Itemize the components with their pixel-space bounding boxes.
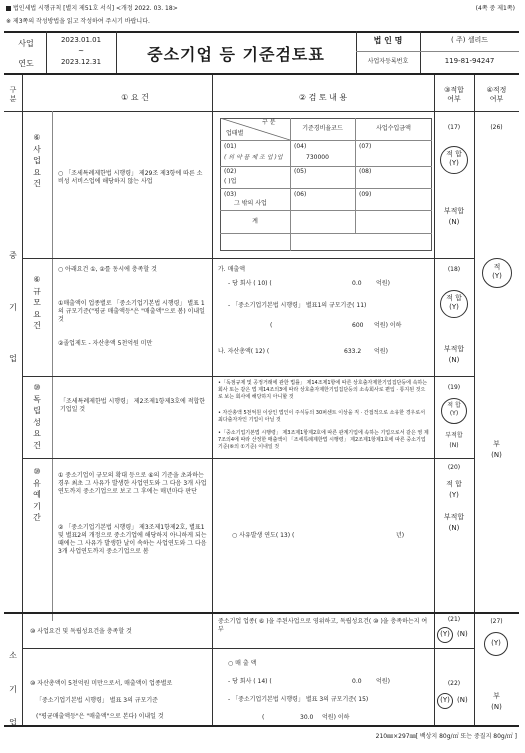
row-total: 계 [252, 218, 258, 225]
independence-requirement-label: ⑩ 독 립 성 요 건 [33, 383, 41, 450]
sme-adequacy-no: (26) [490, 124, 503, 131]
table-corner-top: 구 분 [262, 119, 276, 126]
small-fit2-n: (N) [457, 696, 468, 704]
small-fit1-no: (21) [447, 616, 461, 623]
row3-code-no: (06) [294, 191, 307, 198]
row3-no: (03) [224, 191, 237, 198]
scale-req-2: ①매출액이 업종별로 「중소기업기본법 시행령」 별표 1의 규모기준("평균 매출액등"은 "매출액"으로 봄) 이내일 것 [58, 300, 205, 324]
sme-adequacy-no-label: 부 [493, 440, 500, 448]
corp-name-label: 법 인 명 [373, 36, 403, 45]
scale-sales-label: 가. 매출액 [218, 266, 245, 273]
page-title: 중소기업 등 기준검토표 [147, 45, 325, 64]
business-fit-ok: 적 합 [446, 150, 462, 158]
row1-code-no: (04) [294, 143, 307, 150]
small-req-2a: ⑩ 자산총액이 5천억원 미만으로서, 매출액이 업종별로 [30, 680, 173, 687]
grace-fit-y: (Y) [449, 491, 459, 499]
grace-req-2: ② 「중소기업기본법 시행령」 제3조제1항제2호, 별표1 및 별표2의 개정으로 중소기업에 해당하지 아니하게 되는 때에는 그 사유가 발생한 날이 속하는 사업연도와 그 다음 3개 사업연도까지 중소기업으로 봄 [58, 524, 207, 556]
small-std-line: - 「중소기업기본법 시행령」 별표 3의 규모기준( 15) [228, 696, 369, 703]
scale-std-open: ( [270, 322, 273, 329]
small-sales-line: - 당 회사 ( 14) ( [228, 678, 272, 685]
small-adequacy-ng: 부 [493, 692, 500, 700]
year-from: 2023.01.01 [60, 36, 102, 44]
indep-unfit-n: (N) [449, 442, 459, 449]
indep-fit-no: (19) [447, 384, 461, 391]
sme-adequacy-ok: 적 [493, 263, 501, 271]
grace-fit-ok: 적 합 [446, 480, 462, 488]
fiscal-year-label: 사업 연도 [18, 39, 34, 69]
row1-no: (01) [224, 143, 237, 150]
small-sales-unit: 억원) [376, 678, 390, 685]
grace-review: ○ 사유발생 연도( 13) ( [232, 532, 295, 539]
scale-sales-line: - 당 회사 ( 10) ( [228, 280, 272, 287]
table-corner-bottom: 업태별 [226, 130, 244, 137]
grace-review-close: 년) [396, 532, 405, 539]
small-adequacy-n: (N) [491, 703, 502, 711]
scale-std-unit: 억원) 이하 [374, 322, 402, 329]
small-review-1: 중소기업 업종( ⑥ )을 주된사업으로 영위하고, 독립성요건( ⑩ )을 충족하는지 여부 [218, 618, 428, 634]
law-reference-text: 법인세법 시행규칙 [별지 제51호 서식] <개정 2022. 03. 18> [13, 5, 178, 12]
indep-fit-ok: 적 합 [447, 402, 461, 409]
col-requirement-header: ① 요 건 [121, 93, 149, 102]
scale-sales-unit: 억원) [376, 280, 390, 287]
business-unfit: 부적합 [443, 207, 465, 215]
grace-period-label: ⑩ 유 예 기 간 [33, 467, 41, 523]
indep-fit-circle [441, 398, 467, 424]
row1-amount-no: (07) [359, 143, 372, 150]
sme-adequacy-n: (N) [491, 451, 502, 459]
business-fit-y: (Y) [449, 159, 459, 168]
independence-req: 「조세특례제한법 시행령」 제2조제1항제3호에 적합한 기업일 것 [60, 398, 206, 414]
col-fit-header: ③적합 여부 [444, 86, 464, 104]
year-separator: ~ [78, 47, 84, 55]
section-small-label: 소 기 업 [9, 651, 17, 728]
square-bullet-icon [6, 6, 11, 11]
indep-unfit: 부적합 [445, 432, 463, 439]
scale-fit-y: (Y) [449, 303, 459, 312]
row2-amount-no: (08) [359, 168, 372, 175]
grace-req-1: ① 중소기업이 규모의 확대 등으로 ⑥의 기준을 초과하는 경우 최초 그 사유가 발생한 사업연도와 그 다음 3개 사업연도까지 중소기업으로 보고 그 후에는 매년마다 판단 [58, 472, 207, 496]
small-fit1-n: (N) [457, 630, 468, 638]
business-fit-circle [440, 146, 468, 174]
business-fit-no: (17) [447, 124, 461, 131]
head-code: 기준경비율코드 [302, 125, 343, 132]
scale-asset-value: 633.2 [344, 348, 362, 355]
grace-fit-no: (20) [447, 464, 461, 471]
scale-req-1: ○ 아래요건 ①, ②를 동시에 충족할 것 [58, 266, 157, 273]
scale-fit-no: (18) [447, 266, 461, 273]
independence-review-2: • 자산총액 5천억원 이상인 법인이 주식등의 30퍼센트 이상을 직 · 간접적으로 소유한 경우로서 최다출자자인 기업이 아닐 것 [218, 410, 426, 423]
biz-no-label: 사업자등록번호 [367, 58, 409, 65]
small-fit2-no: (22) [447, 680, 461, 687]
small-std-unit: 억원) 이하 [322, 714, 350, 721]
small-sales-label: ○ 매 출 액 [228, 660, 257, 667]
scale-requirement-label: ⑥ 규 모 요 건 [33, 275, 41, 331]
col-category-header: 구 분 [9, 86, 17, 104]
business-requirement-text: ○ 「조세특례제한법 시행령」 제29조 제3항에 따른 소비성 서비스업에 해당하지 않는 사업 [58, 170, 203, 186]
row2-industry: ( )업 [224, 178, 237, 185]
small-fit2-y: (Y) [437, 693, 453, 709]
row3-amount-no: (09) [359, 191, 372, 198]
paper-spec-footer: 210㎜×297㎜[ 백상지 80g/㎡ 또는 중질지 80g/㎡ ] [375, 733, 517, 740]
corp-name-value: ( 주) 셀리드 [451, 36, 488, 44]
small-std-open: ( [262, 714, 265, 721]
grace-unfit-n: (N) [448, 524, 460, 532]
col-adequacy-header: ④적정 여부 [486, 86, 507, 104]
small-fit1-y: (Y) [437, 627, 453, 643]
indep-fit-y: (Y) [449, 410, 459, 418]
scale-asset-unit: 억원) [374, 348, 388, 355]
sme-adequacy-y: (Y) [492, 272, 502, 281]
scale-req-3: ②졸업제도 - 자산총액 5천억원 미만 [58, 340, 153, 347]
row2-code-no: (05) [294, 168, 307, 175]
row1-code-value: 730000 [306, 154, 329, 161]
section-sme-label: 중 기 업 [9, 251, 17, 364]
biz-no-value: 119-81-94247 [444, 57, 495, 65]
scale-sales-value: 0.0 [352, 280, 362, 287]
row1-industry-text: ( 의 약 품 제 조 업 )업 [224, 154, 283, 161]
scale-fit-circle [440, 290, 468, 318]
independence-review-1: •「독점규제 및 공정거래에 관한 법률」 제14조제1항에 따른 상호출자제한기업집단등에 속하는 회사 또는 같은 법 제14조의3에 따라 상호출자제한기업집단등의 소속회사로 편입 · 통지된 것으로 보는 회사에 해당하지 아니할 것 [218, 380, 428, 400]
law-reference [6, 5, 178, 13]
sme-adequacy-circle [482, 258, 512, 288]
scale-std-line: - 「중소기업기본법 시행령」 별표1의 규모기준( 11) [228, 302, 367, 309]
instruction-note: ※ 제3쪽의 작성방법을 읽고 작성하여 주시기 바랍니다. [6, 18, 150, 25]
scale-unfit-n: (N) [448, 356, 460, 364]
small-req-1: ⑩ 사업요건 및 독립성요건을 충족할 것 [30, 628, 132, 635]
row2-no: (02) [224, 168, 237, 175]
small-adequacy-y: (Y) [484, 632, 508, 656]
small-std-value: 30.0 [300, 714, 314, 721]
page-indicator: (4쪽 중 제1쪽) [475, 5, 515, 12]
small-req-2c: ("평균매출액등"은 "매출액"으로 본다) 이내일 것 [36, 713, 164, 720]
small-req-2b: 「중소기업기본법 시행령」 별표 3의 규모기준 [36, 697, 158, 704]
small-sales-value: 0.0 [352, 678, 362, 685]
scale-fit-ok: 적 합 [446, 294, 462, 302]
business-requirement-label: ⑥ 사 업 요 건 [33, 133, 41, 189]
business-unfit-n: (N) [448, 218, 460, 226]
scale-asset-label: 나. 자산총액( 12) ( [218, 348, 270, 355]
col-review-header: ② 검 토 내 용 [298, 93, 348, 102]
scale-std-value: 600 [352, 322, 364, 329]
row1-industry [224, 154, 283, 162]
head-amount: 사업수입금액 [376, 125, 411, 132]
independence-review-3: •「중소기업기본법 시행령」 제3조제1항제2호에 따른 관계기업에 속하는 기업으로서 같은 영 제7조의4에 따라 산정한 매출액이 「조세특례제한법 시행령」 제2조제1항제1호에 따른 중소기업기준(⑥의 ①기준) 이내일 것 [218, 430, 429, 450]
row3-industry: 그 밖의 사업 [234, 200, 267, 207]
year-to: 2023.12.31 [60, 58, 102, 66]
small-adequacy-no: (27) [490, 618, 503, 625]
grace-unfit: 부적합 [443, 513, 465, 521]
scale-unfit: 부적합 [443, 345, 465, 353]
